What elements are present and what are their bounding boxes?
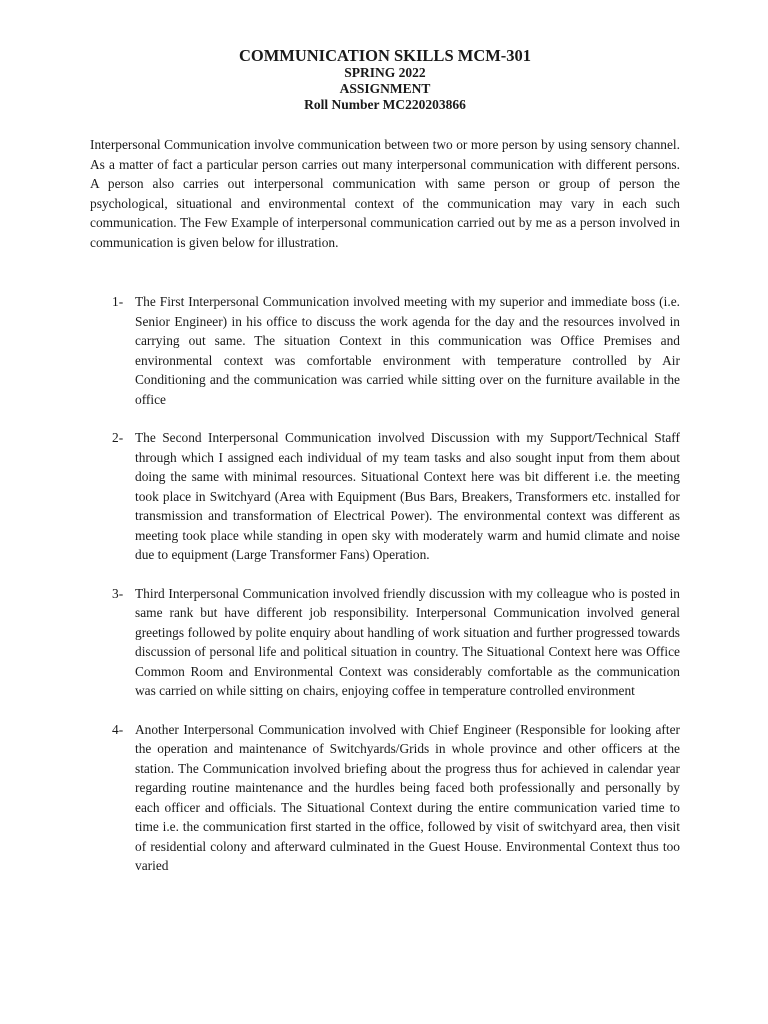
assignment-label: ASSIGNMENT — [339, 81, 431, 96]
list-item-number: 3- — [112, 585, 124, 601]
roll-number: Roll Number MC220203866 — [304, 97, 466, 112]
semester-label: SPRING 2022 — [344, 65, 426, 80]
document-title: COMMUNICATION SKILLS MCM-301 — [238, 46, 532, 65]
list-item-text: The First Interpersonal Communication involved meeting with my superior and immediate boss (i.e. Senior Engineer) in his office to discuss the work agenda for the day and the resources involved in carrying out same. The situation Context in this communication was Office Premises and environmental context was comfortable environment with temperature controlled by Air Conditioning and the communication was carried while sitting over on the furniture available in the office — [135, 294, 680, 407]
intro-paragraph: Interpersonal Communication involve communication between two or more person by using sensory channel. As a matter of fact a particular person carries out many interpersonal communication with different persons. A person also carries out interpersonal communication with same person or group of person the psychological, situational and environmental context of the communication may vary in each such communication. The Few Example of interpersonal communication carried out by me as a person involved in communication is given below for illustration. — [90, 137, 680, 250]
list-item — [90, 428, 680, 565]
list-item — [90, 584, 680, 701]
list-item-text: The Second Interpersonal Communication involved Discussion with my Support/Technical Staff through which I assigned each individual of my team tasks and also sought input from them about doing the same with minimal resources. Situational Context here was bit different i.e. the meeting took place in Switchyard (Area with Equipment (Bus Bars, Breakers, Transformers etc. installed for transmission and transformation of Electrical Power). The environmental context was different as meeting took place while standing in open sky with moderately warm and humid climate and noise due to equipment (Large Transformer Fans) Operation. — [135, 430, 680, 562]
examples-list — [90, 292, 680, 876]
list-item-number: 1- — [112, 294, 124, 309]
list-item — [90, 720, 680, 876]
list-item-text: Third Interpersonal Communication involved friendly discussion with my colleague who is posted in same rank but have different job responsibility. Interpersonal Communication involved general greetings followed by polite enquiry about handling of work situation and further progressed towards discussion of personal life and political situation in country. The Situational Context here was Office Common Room and Environmental Context was considerably comfortable as the communication was carried on while sitting on chairs, enjoying coffee in temperature controlled environment — [135, 585, 680, 698]
list-item — [90, 292, 680, 409]
list-item-number: 2- — [112, 430, 124, 445]
document-header — [90, 46, 680, 113]
list-item-text: Another Interpersonal Communication involved with Chief Engineer (Responsible for looking after the operation and maintenance of Switchyards/Grids in whole province and other officers at the station. The Communication involved briefing about the progress thus for achieved in calendar year regarding routine maintenance and the hurdles being faced both professionally and personally by each officer and officials. The Situational Context during the entire communication varied time to time i.e. the communication first started in the office, followed by visit of switchyard area, then visit of residential colony and afterward culminated in the Guest House. Environmental Context thus too varied — [135, 721, 680, 873]
list-item-number: 4- — [112, 721, 124, 737]
